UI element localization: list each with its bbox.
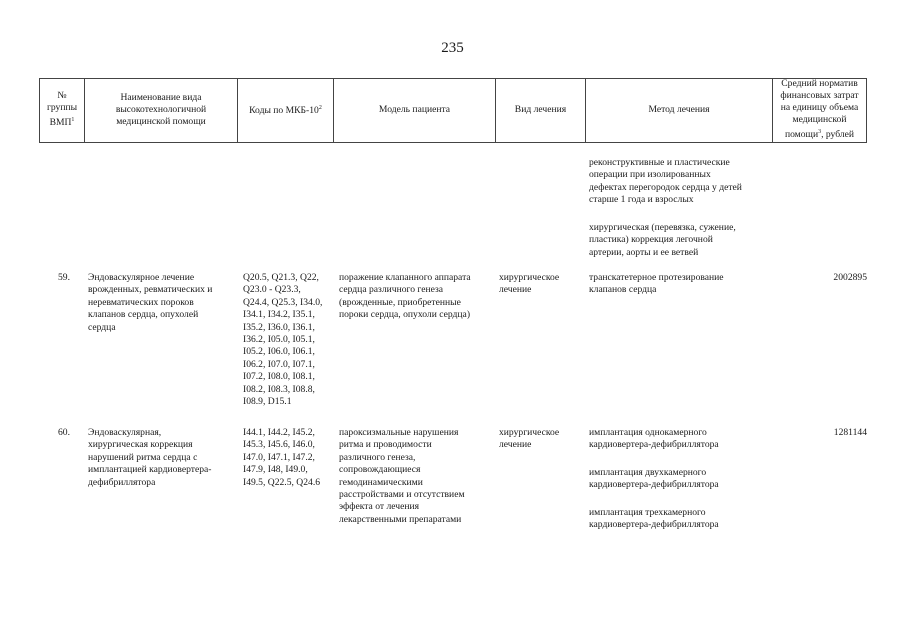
row-60-patient-model: пароксизмальные нарушения ритма и проводимости различного генеза, сопровождающиеся гемодинамическими расстройствами и отсутствием эффекта от лечения лекарственными препаратами (339, 427, 465, 525)
header-care-type: Наименование вида высокотехнологичной медицинской помощи (115, 92, 207, 127)
row-59-cost: 2002895 (833, 272, 867, 283)
continued-method-1: реконструктивные и пластические операции при изолированных дефектах перегородок сердца у детей старше 1 года и взрослых (589, 157, 742, 206)
header-icd-codes-text: Коды по МКБ-10 (249, 105, 319, 117)
continued-method-2: хирургическая (перевязка, сужение, пластика) коррекция легочной артерии, аорты и ее ветвей (589, 222, 736, 258)
row-60-number: 60. (58, 427, 70, 438)
header-group-number (40, 78, 84, 142)
row-59-icd-codes: Q20.5, Q21.3, Q22, Q23.0 - Q23.3, Q24.4, Q25.3, I34.0, I34.1, I34.2, I35.1, I35.2, I36.0, I36.1, I36.2, I05.0, I05.1, I05.2, I06.0, I06.1, I06.2, I07.0, I07.1, I07.2, I08.0, I08.1, I08.2, I08.3, I08.8, I08.9, D15.1 (243, 272, 323, 408)
header-cost-suffix: , рублей (821, 129, 855, 141)
header-divider (866, 78, 867, 142)
row-60-icd-codes: I44.1, I44.2, I45.2, I45.3, I45.6, I46.0, I47.0, I47.1, I47.2, I47.9, I48, I49.0, I49.5, Q22.5, Q24.6 (243, 427, 321, 488)
header-group-number-text: № группы ВМП (46, 90, 78, 129)
row-60-method-2: имплантация двухкамерного кардиовертера-дефибриллятора (589, 467, 719, 491)
header-treatment-type: Вид лечения (514, 104, 567, 115)
row-60-cost: 1281144 (833, 427, 867, 438)
row-59-method: транскатетерное протезирование клапанов сердца (589, 272, 724, 296)
footnote-3: 3 (818, 129, 822, 136)
header-bottom-rule (39, 142, 867, 143)
row-60-care-type: Эндоваскулярная, хирургическая коррекция нарушений ритма сердца с имплантацией кардиовертера- дефибриллятора (88, 427, 212, 488)
row-59-patient-model: поражение клапанного аппарата сердца различного генеза (врожденные, приобретенные пороки сердца, опухоли сердца) (339, 272, 471, 321)
header-cost-text: Средний норматив финансовых затрат на единицу объема медицинской помощи (780, 78, 859, 141)
footnote-1: 1 (71, 117, 75, 124)
footnote-2: 2 (318, 105, 322, 112)
row-60-treatment-type: хирургическое лечение (499, 427, 560, 451)
row-60-method-3: имплантация трехкамерного кардиовертера-дефибриллятора (589, 507, 719, 531)
header-icd-codes (238, 78, 333, 142)
row-59-number: 59. (58, 272, 70, 283)
page-number: 235 (441, 40, 464, 56)
header-patient-model: Модель пациента (378, 104, 451, 115)
header-treatment-method: Метод лечения (648, 104, 710, 115)
vmp-table (39, 78, 867, 538)
header-cost-standard (773, 78, 866, 142)
row-59-treatment-type: хирургическое лечение (499, 272, 560, 296)
row-59-care-type: Эндоваскулярное лечение врожденных, ревматических и неревматических пороков клапанов сердца, опухолей сердца (88, 272, 213, 333)
row-60-method-1: имплантация однокамерного кардиовертера-дефибриллятора (589, 427, 719, 451)
